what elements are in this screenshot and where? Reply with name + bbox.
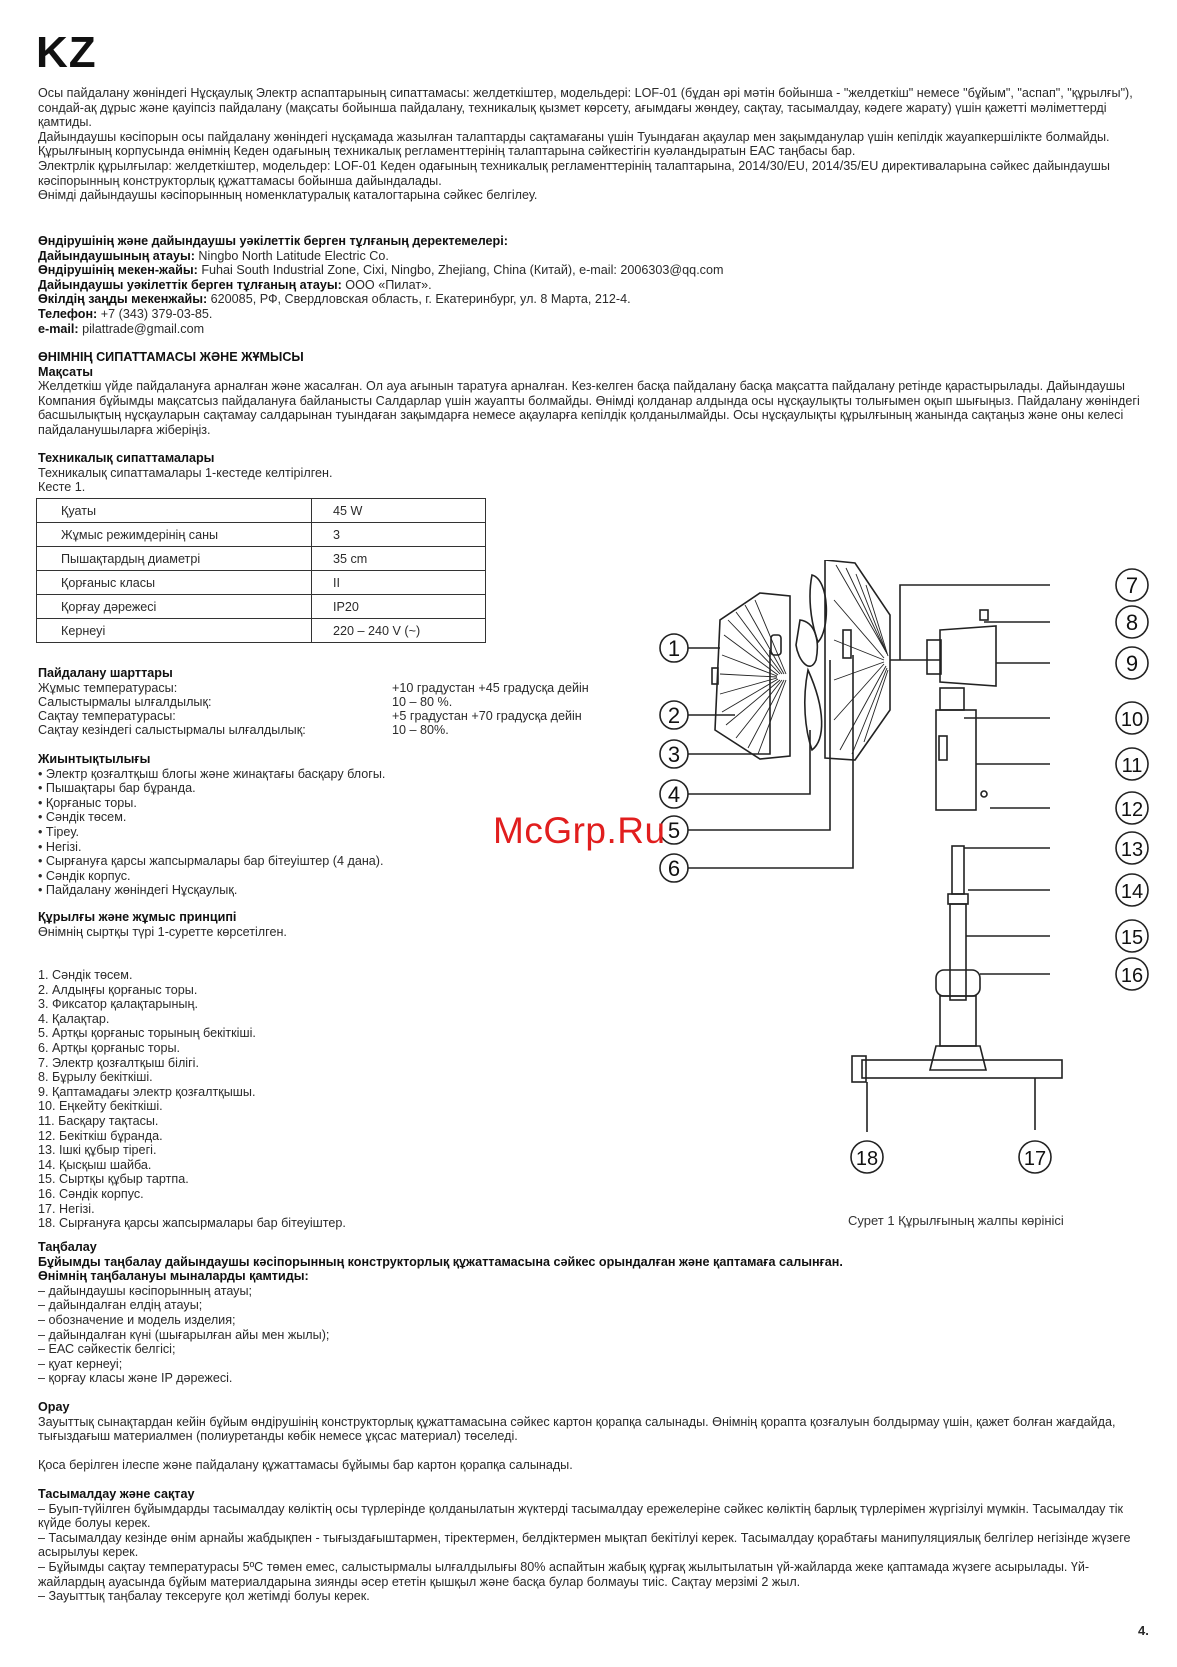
- callout-1: [660, 634, 688, 662]
- condition-row: Салыстырмалы ылғалдылық: 10 – 80 %.: [38, 694, 453, 709]
- table-row: [37, 571, 486, 595]
- rear-guard: [825, 560, 890, 760]
- callout-11: [1116, 748, 1148, 780]
- tech-table-caption: Кесте 1.: [38, 480, 86, 495]
- svg-text:9: 9: [1125, 651, 1139, 676]
- decorative-body: [936, 970, 980, 996]
- list-item: • Пайдалану жөніндегі Нұсқаулық.: [38, 883, 238, 898]
- spec-value: 45 W: [312, 499, 486, 523]
- list-item: • Пышақтары бар бұранда.: [38, 781, 196, 796]
- list-item: • Негізі.: [38, 839, 82, 854]
- intro-paragraph: Өнімді дайындаушы кәсіпорынның номенклатуралық каталогтарына сәйкес белгілеу.: [38, 188, 538, 203]
- list-item: – қорғау класы және IP дәрежесі.: [38, 1371, 233, 1386]
- clamp-washer: [948, 894, 968, 904]
- device-section: [38, 910, 638, 939]
- table-row: [37, 547, 486, 571]
- callout-12: [1116, 792, 1148, 824]
- list-item: 16. Сәндік корпус.: [38, 1186, 144, 1201]
- base: [862, 1060, 1062, 1078]
- spec-key: Қорғаныс класы: [37, 571, 312, 595]
- svg-text:6: 6: [667, 856, 681, 881]
- svg-text:12: 12: [1120, 799, 1144, 821]
- svg-text:11: 11: [1121, 755, 1143, 777]
- spec-key: Жұмыс режимдерінің саны: [37, 523, 312, 547]
- description-section: [38, 350, 1148, 438]
- watermark: McGrp.Ru: [493, 810, 666, 851]
- marking-bold-text: Өнімнің таңбалануы мыналарды қамтиды:: [38, 1269, 309, 1284]
- list-item: 9. Қаптамадағы электр қозғалтқышы.: [38, 1084, 256, 1099]
- front-guard-ribs: [720, 600, 786, 754]
- list-item: • Қорғаныс торы.: [38, 795, 137, 810]
- list-item: 14. Қысқыш шайба.: [38, 1157, 152, 1172]
- intro-paragraph: Электрлік құрылғылар: желдеткіштер, модельдер: LOF-01 Кеден одағының техникалық регламенттерінің талаптарына, 2014/30/EU, 2014/35/EU директиваларына сәйкес дайындаушы кәсіпорынның конструкторлық құжаттамасы бойынша дайындалады.: [38, 158, 1110, 188]
- description-subheading: Мақсаты: [38, 364, 94, 379]
- spec-value: 35 cm: [312, 547, 486, 571]
- spec-key: Пышақтардың диаметрі: [37, 547, 312, 571]
- svg-text:7: 7: [1125, 573, 1139, 598]
- packing-heading: Орау: [38, 1400, 70, 1414]
- packing-text: Қоса берілген ілеспе және пайдалану құжаттамасы бұйымы бар картон қорапқа салынады.: [38, 1457, 573, 1472]
- rotation-lock: [980, 610, 988, 620]
- blade-top: [810, 575, 826, 642]
- leader-line: [676, 650, 770, 754]
- spec-value: 3: [312, 523, 486, 547]
- outer-pipe: [950, 904, 966, 1000]
- list-item: – Буып-түйілген бұйымдарды тасымалдау көліктің осы түрлерінде қолданылатын жүктерді тасымалдау ережелеріне сәйкес көліктің барлық түрлерімен жүргізілуі мүмкін. Тасымалдау тік күйде болуы керек.: [38, 1501, 1124, 1531]
- svg-text:16: 16: [1120, 965, 1144, 987]
- list-item: 2. Алдыңғы қорғаныс торы.: [38, 982, 198, 997]
- parts-list: [38, 968, 638, 1231]
- list-item: 15. Сыртқы құбыр тартпа.: [38, 1172, 189, 1187]
- callout-13: [1116, 832, 1148, 864]
- list-item: 3. Фиксатор қалақтарының.: [38, 997, 198, 1012]
- packing-text: Зауыттық сынақтардан кейін бұйым өндірушінің конструкторлық құжаттамасына сәйкес картон қорапқа салынады. Өнімнің қорапта қозғалуын болдырмау үшін, қажет болған жағдайда, тығыздағыш материалмен (полиуретанды көбік немесе ұқсас материал) төселеді.: [38, 1414, 1116, 1444]
- list-item: • Сырғануға қарсы жапсырмалары бар бітеуіштер (4 дана).: [38, 854, 384, 869]
- list-item: – Зауыттық таңбалау тексеруге қол жетімді болуы керек.: [38, 1589, 370, 1604]
- blade-fixator: [771, 635, 781, 655]
- list-item: 18. Сырғануға қарсы жапсырмалары бар бітеуіштер.: [38, 1216, 346, 1231]
- list-item: – обозначение и модель изделия;: [38, 1312, 236, 1327]
- manufacturer-section: [38, 234, 1148, 336]
- fixing-screw: [981, 791, 987, 797]
- list-item: 12. Бекіткіш бұранда.: [38, 1128, 163, 1143]
- spec-table: [36, 498, 486, 643]
- callout-3: [660, 740, 688, 768]
- list-item: 7. Электр қозғалтқыш білігі.: [38, 1055, 199, 1070]
- spec-key: Қуаты: [37, 499, 312, 523]
- transport-section: [38, 1487, 1148, 1604]
- manufacturer-row: e-mail: pilattrade@gmail.com: [38, 321, 205, 336]
- callout-15: [1116, 920, 1148, 952]
- list-item: • Сәндік корпус.: [38, 868, 131, 883]
- description-text: Желдеткіш үйде пайдалануға арналған және жасалған. Ол ауа ағынын таратуға арналған. Кез-келген басқа пайдалану басқа мақсатта пайдалану ретінде қарастырылады. Дайындаушы Компания бұйымды мақсатсыз пайдалануға байланысты Салдарлар үшін жауапты болмайды. Өнімді қолданар алдында осы нұсқаулықты толығымен оқып шығыңыз. Пайдалану жөніндегі басшылықтың нұсқауларын сақтамау салдарынан туындаған зақымдарға немесе ақауларға кепілдік қолданылмайды. Осы нұсқаулықты құрылғының жанында сақтаңыз және оны келесі пайдаланушыларға жіберіңіз.: [38, 379, 1140, 437]
- callout-9: [1116, 647, 1148, 679]
- svg-text:14: 14: [1120, 881, 1144, 903]
- conditions-heading: Пайдалану шарттары: [38, 666, 173, 680]
- spec-value: II: [312, 571, 486, 595]
- list-item: • Сәндік төсем.: [38, 810, 127, 825]
- spec-value: 220 – 240 V (~): [312, 619, 486, 643]
- svg-text:4: 4: [667, 782, 681, 807]
- inner-pipe: [952, 846, 964, 894]
- callout-7: [1116, 569, 1148, 601]
- manufacturer-heading: Өндірушінің және дайындаушы уәкілеттік берген тұлғаның деректемелері:: [38, 234, 508, 248]
- language-code: KZ: [36, 28, 97, 77]
- callout-2: [660, 701, 688, 729]
- transport-heading: Тасымалдау және сақтау: [38, 1487, 195, 1501]
- marking-section: [38, 1240, 1148, 1386]
- list-item: – Тасымалдау кезінде өнім арнайы жабдықпен - тығыздағыштармен, тіректермен, белдіктермен мықтап бекітілуі керек. Тасымалдау қорабтағы манипуляциялық белгілер негізінде жүзеге асырылуы керек.: [38, 1530, 1131, 1560]
- list-item: – қуат кернеуі;: [38, 1356, 123, 1371]
- device-line: Өнімнің сыртқы түрі 1-суретте көрсетілген.: [38, 924, 287, 939]
- package-heading: Жиынтықтылығы: [38, 752, 151, 766]
- manufacturer-row: Телефон: +7 (343) 379-03-85.: [38, 306, 213, 321]
- svg-text:17: 17: [1023, 1148, 1047, 1170]
- blade-bottom: [805, 670, 822, 750]
- control-panel: [939, 736, 947, 760]
- list-item: 6. Артқы қорғаныс торы.: [38, 1040, 181, 1055]
- table-row: [37, 595, 486, 619]
- condition-row: Сақтау кезіндегі салыстырмалы ылғалдылық: 10 – 80%.: [38, 723, 449, 738]
- list-item: 1. Сәндік төсем.: [38, 968, 133, 982]
- list-item: • Электр қозғалтқыш блогы және жинақтағы басқару блогы.: [38, 766, 386, 781]
- list-item: • Тірeу.: [38, 824, 79, 839]
- svg-text:1: 1: [667, 636, 681, 661]
- leader-line: [676, 660, 830, 830]
- list-item: – ЕАС сәйкестік белгісі;: [38, 1342, 176, 1357]
- svg-text:15: 15: [1120, 927, 1144, 949]
- tech-line: Техникалық сипаттамалары 1-кестеде келтірілген.: [38, 465, 333, 480]
- callout-16: [1116, 958, 1148, 990]
- list-item: 5. Артқы қорғаныс торының бекіткіші.: [38, 1026, 256, 1041]
- callout-4: [660, 780, 688, 808]
- table-row: [37, 523, 486, 547]
- svg-text:5: 5: [667, 818, 681, 843]
- list-item: – дайындаушы кәсіпорынның атауы;: [38, 1283, 253, 1298]
- intro-section: [38, 86, 1148, 203]
- callout-10: [1116, 702, 1148, 734]
- manufacturer-row: Өндірушінің мекен-жайы: Fuhai South Industrial Zone, Cixi, Ningbo, Zhejiang, China (Китай), e-mail: 2006303@qq.com: [38, 263, 724, 278]
- list-item: 10. Еңкейту бекіткіші.: [38, 1099, 163, 1114]
- tilt-lock: [940, 688, 964, 710]
- manufacturer-row: Дайындаушы уәкілеттік берген тұлғаның атауы: ООО «Пилат».: [38, 277, 432, 292]
- spec-value: IP20: [312, 595, 486, 619]
- marking-bold-text: Бұйымды таңбалау дайындаушы кәсіпорынның конструкторлық құжаттамасына сәйкес орындалған және қаптамаға салынған.: [38, 1254, 843, 1269]
- column-base: [940, 996, 976, 1046]
- spec-key: Кернеуі: [37, 619, 312, 643]
- callout-6: [660, 854, 688, 882]
- callout-17: [1019, 1141, 1051, 1173]
- condition-row: Сақтау температурасы: +5 градустан +70 градусқа дейін: [38, 709, 582, 724]
- svg-text:3: 3: [667, 742, 681, 767]
- intro-paragraph: Дайындаушы кәсіпорын осы пайдалану жөніндегі нұсқамада жазылған талаптарды сақтамағаны үшін Туындаған ақаулар мен зақымданулар үшін кепілдік жауапкершілікте болмайды.: [38, 129, 1110, 144]
- manufacturer-row: Дайындаушының атауы: Ningbo North Latitude Electric Co.: [38, 248, 389, 263]
- list-item: 13. Ішкі құбыр тірегі.: [38, 1143, 157, 1158]
- fan-diagram: [640, 560, 1160, 1200]
- list-item: 4. Қалақтар.: [38, 1011, 110, 1026]
- motor-housing: [940, 626, 996, 686]
- tech-heading: Техникалық сипаттамалары: [38, 451, 215, 465]
- condition-row: Жұмыс температурасы: +10 градустан +45 градусқа дейін: [38, 680, 589, 695]
- packing-section: [38, 1400, 1148, 1472]
- tech-section: [38, 451, 638, 495]
- svg-text:8: 8: [1125, 610, 1139, 635]
- intro-paragraph: Құрылғының корпусында өнімнің Кеден одағының техникалық регламенттерінің талаптарына сәйкестігін куәландыратын ЕАС таңбасы бар.: [38, 144, 856, 159]
- table-row: [37, 619, 486, 643]
- base-mount: [930, 1046, 986, 1070]
- spec-key: Қорғау дәрежесі: [37, 595, 312, 619]
- callout-14: [1116, 874, 1148, 906]
- svg-text:10: 10: [1120, 709, 1144, 731]
- intro-paragraph: Осы пайдалану жөніндегі Нұсқаулық Электр аспаптарының сипаттамасы: желдеткіштер, модельдері: LOF-01 (бұдан әрі мәтін бойынша - "желдеткіш" немесе "бұйым", "аспап", "құрылғы"), сондай-ақ дұрыс және қауіпсіз пайдалану (мақсаты бойынша пайдалану, техникалық қызмет көрсету, ағымдағы жөндеу, сақтау, тасымалдау, кәдеге жарату) үшін қажетті мәліметтерді қамтиды.: [38, 86, 1133, 130]
- device-heading: Құрылғы және жұмыс принципі: [38, 910, 237, 924]
- list-item: 8. Бұрылу бекіткіші.: [38, 1070, 153, 1085]
- svg-text:13: 13: [1120, 839, 1144, 861]
- list-item: – дайындалған елдің атауы;: [38, 1298, 203, 1313]
- list-item: 11. Басқару тақтасы.: [38, 1113, 159, 1128]
- figure-caption: Сурет 1 Құрылғының жалпы көрінісі: [848, 1213, 1064, 1228]
- marking-heading: Таңбалау: [38, 1240, 97, 1254]
- svg-text:2: 2: [667, 703, 681, 728]
- motor-front: [927, 640, 941, 674]
- callout-18: [851, 1141, 883, 1173]
- list-item: – Бұйымды сақтау температурасы 5ºС төмен емес, салыстырмалы ылғалдылығы 80% аспайтын жабық құрғақ жылытылатын үй-жайларда жеке қаптамада жүзеге асырылады. Үй-жайлардың ауасында бұйым материалдарына зиянды әсер ететін қышқыл және басқа булар болмауы тиіс. Сақтау мерзімі 2 жыл.: [38, 1559, 1090, 1589]
- conditions-section: [38, 666, 658, 738]
- page-number: 4.: [1138, 1623, 1149, 1638]
- callout-8: [1116, 606, 1148, 638]
- list-item: 17. Негізі.: [38, 1201, 95, 1216]
- table-row: [37, 499, 486, 523]
- description-heading: ӨНІМНІҢ СИПАТТАМАСЫ ЖӘНЕ ЖҰМЫСЫ: [38, 350, 304, 364]
- svg-text:18: 18: [855, 1148, 879, 1170]
- manufacturer-row: Өкілдің заңды мекенжайы: 620085, РФ, Свердловская область, г. Екатеринбург, ул. 8 Марта, 212-4.: [38, 292, 631, 307]
- list-item: – дайындалған күні (шығарылған айы мен жылы);: [38, 1327, 330, 1342]
